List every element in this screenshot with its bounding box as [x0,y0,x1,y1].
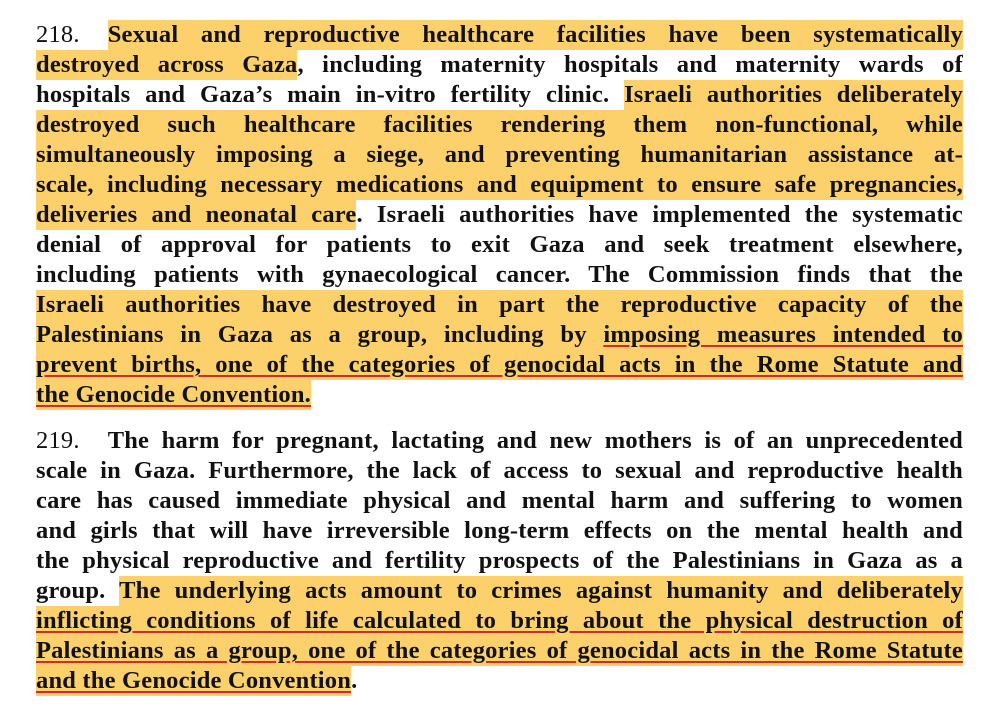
text: group. [36,577,120,604]
highlighted-text: Sexual and reproductive healthcare facilities have been systematically [107,21,963,48]
paragraph-218 [36,20,963,410]
line [36,20,963,50]
text: denial of approval for patients to exit Gaza and seek treatment elsewhere, [36,231,963,258]
line [36,426,963,456]
underlined-highlighted-text: inflicting conditions of life calculated to bring about the physical destruction of [36,607,963,634]
paragraph-219 [36,426,963,696]
highlighted-text: scale, including necessary medications and equipment to ensure safe pregnancies, [36,171,963,198]
underlined-highlighted-text: prevent births, one of the categories of genocidal acts in the Rome Statute and [36,351,963,378]
line [36,380,963,410]
text: . Israeli authorities have implemented the systematic [356,201,963,228]
line [36,486,963,516]
line [36,606,963,636]
highlighted-text: The underlying acts amount to crimes against humanity and deliberately [119,577,963,604]
line [36,666,963,696]
cut-off-text [497,0,503,14]
line [36,546,963,576]
line [36,456,963,486]
highlighted-text: destroyed such healthcare facilities rendering them non-functional, while [36,111,963,138]
line [36,170,963,200]
underlined-highlighted-text: imposing measures intended to [603,321,963,348]
text: hospitals and Gaza’s main in-vitro fertility clinic. [36,81,625,108]
line [36,140,963,170]
line [36,110,963,140]
paragraph-number: 219. [36,427,80,454]
line [36,80,963,110]
text: care has caused immediate physical and mental harm and suffering to women [36,487,963,514]
line [36,350,963,380]
line [36,516,963,546]
text: scale in Gaza. Furthermore, the lack of access to sexual and reproductive health [36,457,963,484]
highlighted-text: destroyed across Gaza [36,51,298,78]
paragraph-number: 218. [36,21,80,48]
text: , including maternity hospitals and maternity wards of [297,51,963,78]
underlined-highlighted-text: and the Genocide Convention [36,667,352,694]
text: . [351,667,358,694]
underlined-highlighted-text: the Genocide Convention. [36,381,311,408]
text: and girls that will have irreversible long-term effects on the mental health and [36,517,963,544]
line [36,576,963,606]
highlighted-text: simultaneously imposing a siege, and preventing humanitarian assistance at- [36,141,963,168]
highlighted-text: deliveries and neonatal care [36,201,357,228]
line [36,260,963,290]
text: including patients with gynaecological cancer. The Commission finds that the [36,261,963,288]
underlined-highlighted-text: Palestinians as a group, one of the categories of genocidal acts in the Rome Statute [36,637,963,664]
line [36,230,963,260]
line [36,50,963,80]
line [36,290,963,320]
highlighted-text: Palestinians in Gaza as a group, including by [36,321,604,348]
line [36,320,963,350]
highlighted-text: Israeli authorities have destroyed in part the reproductive capacity of the [36,291,963,318]
highlighted-text: Israeli authorities deliberately [624,81,963,108]
text: The harm for pregnant, lactating and new mothers is of an unprecedented [107,427,963,454]
line [36,200,963,230]
line [36,636,963,666]
cut-off-top-line [36,0,964,14]
text: the physical reproductive and fertility prospects of the Palestinians in Gaza as a [36,547,963,574]
